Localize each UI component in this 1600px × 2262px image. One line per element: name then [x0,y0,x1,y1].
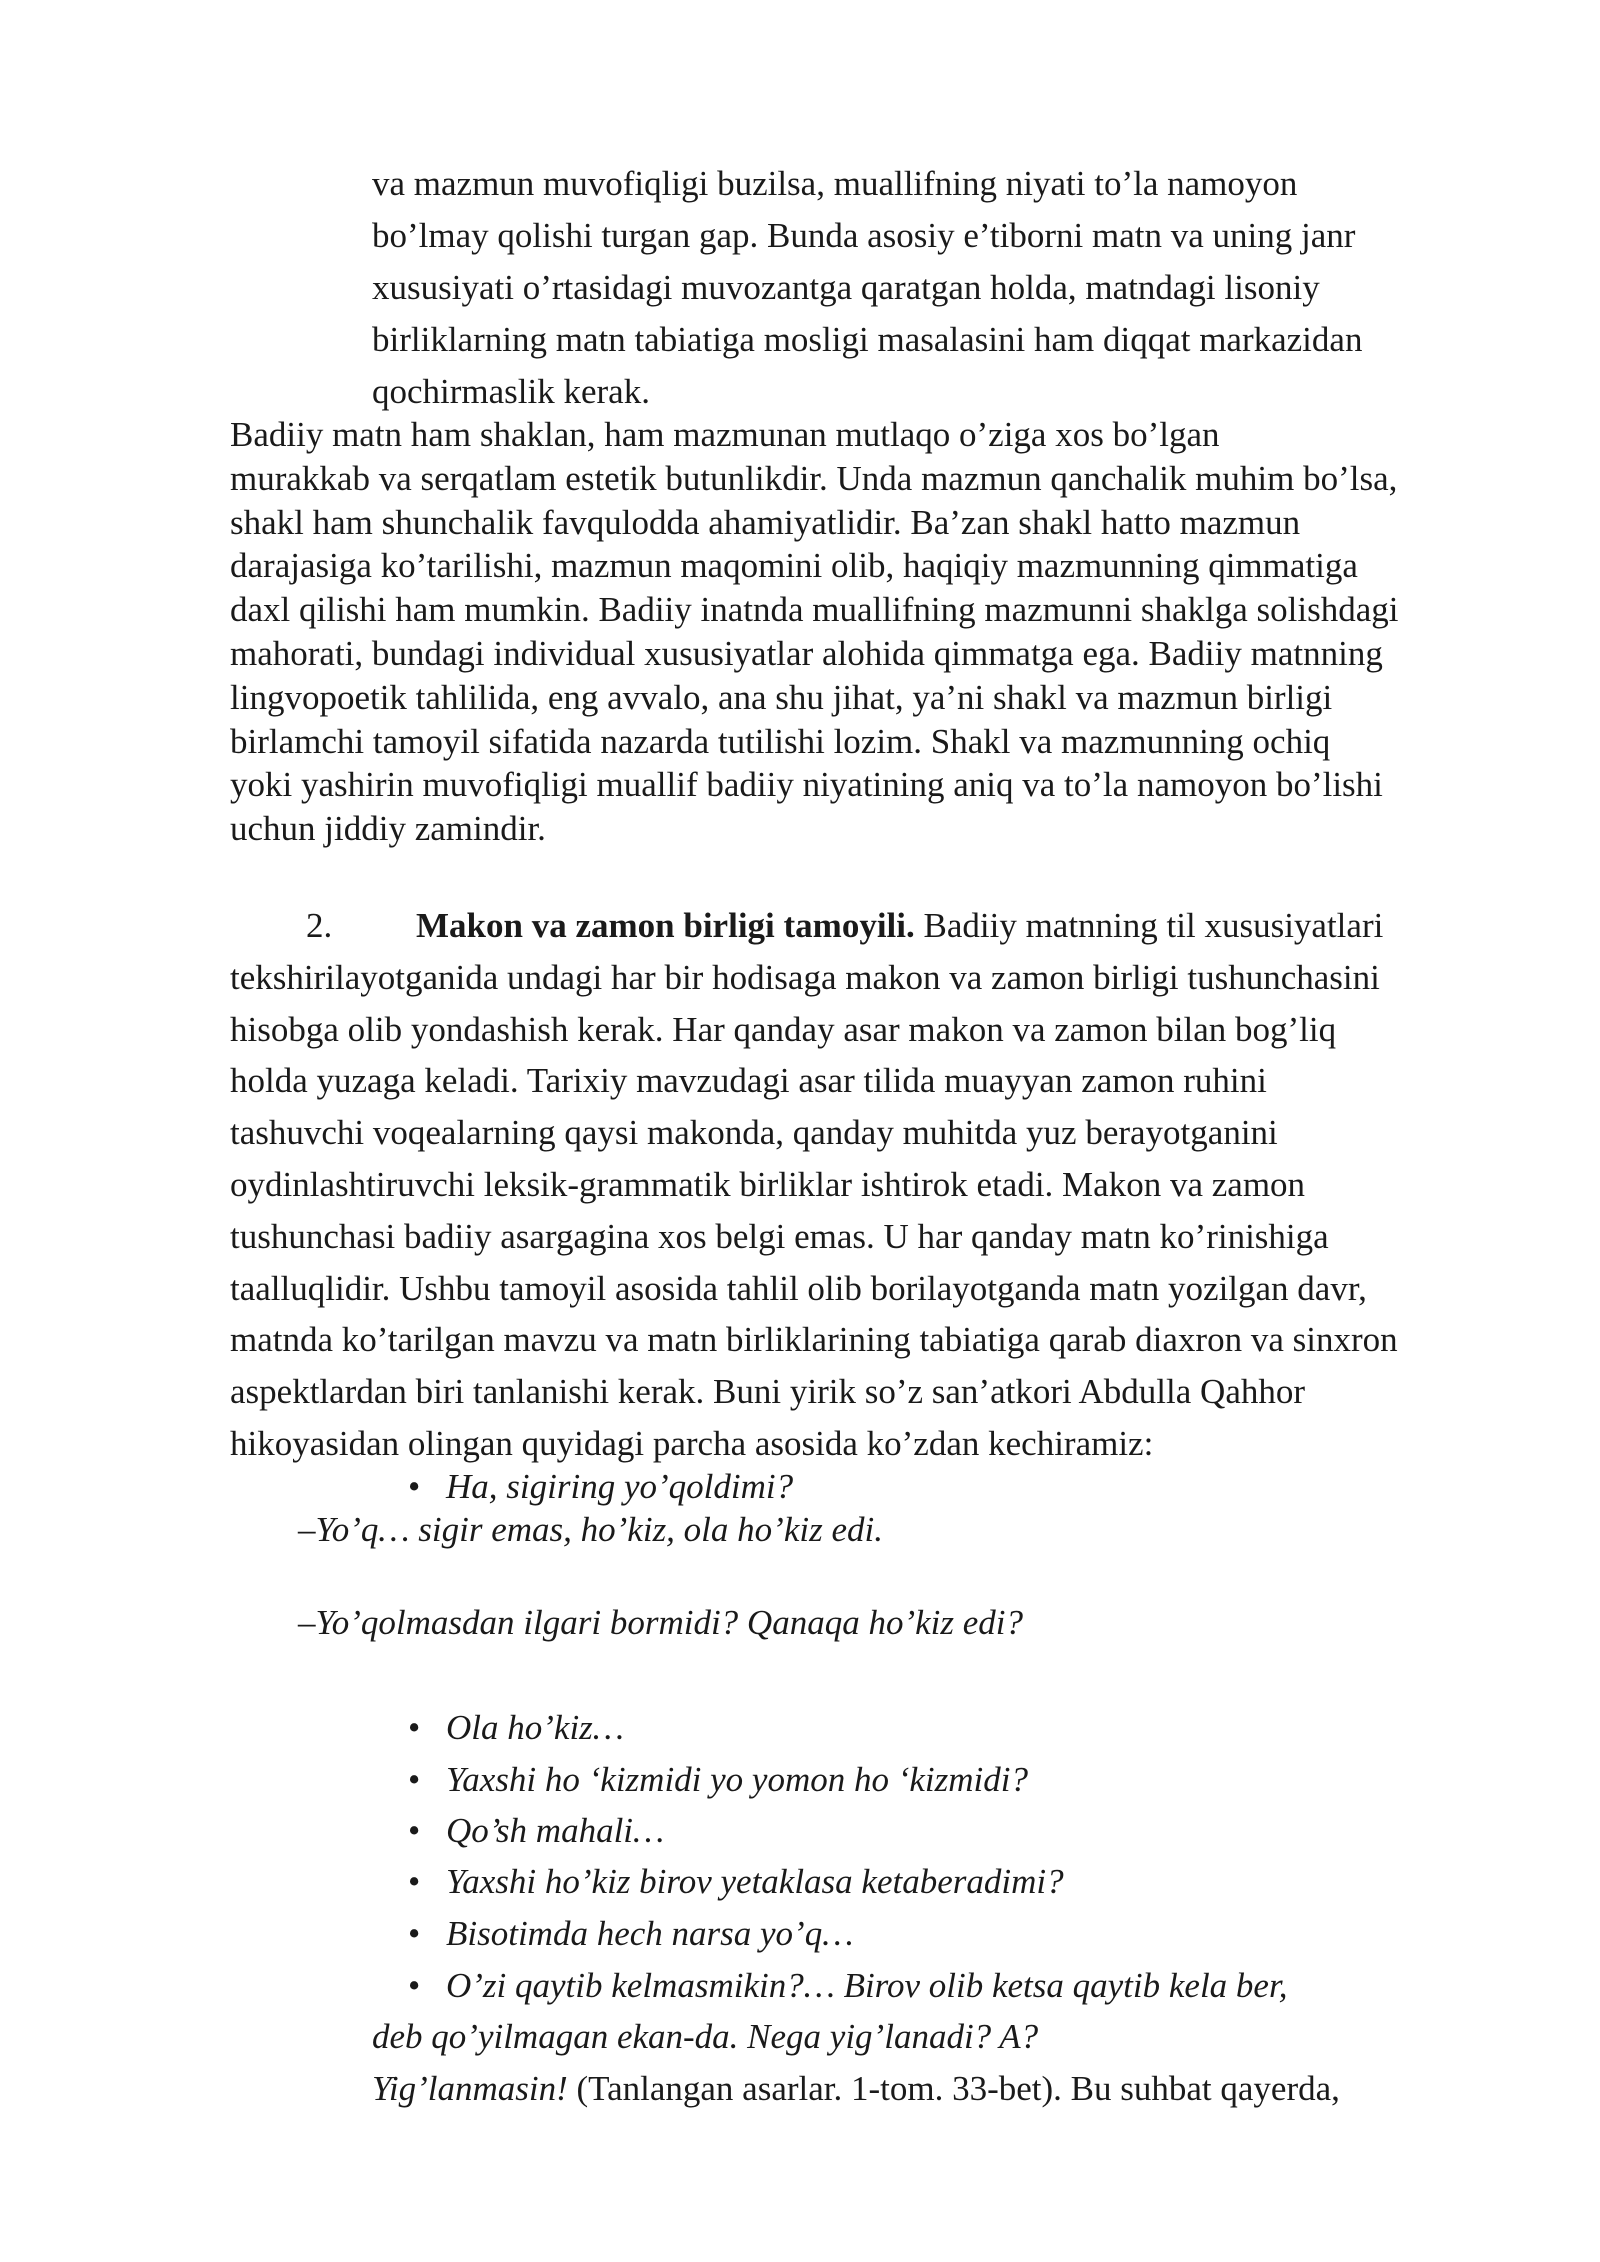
bullet-icon: • [408,1811,421,1850]
section-2-paragraph [230,900,1530,1470]
dialogue-bullet-item [408,1467,794,1507]
dialogue-dash-line: –Yo’q… sigir emas, ho’kiz, ola ho’kiz edi. [298,1510,883,1549]
closing-citation-text: (Tanlangan asarlar. 1-tom. 33-bet). Bu suhbat qayerda, [567,2069,1340,2108]
section-line: oydinlashtiruvchi leksik-grammatik birliklar ishtirok etadi. Makon va zamon [230,1164,1306,1204]
dialogue-line: Ha, sigiring yo’qoldimi? [446,1467,794,1506]
dialogue-line: O’zi qaytib kelmasmikin?… Birov olib ketsa qaytib kela ber, [446,1966,1288,2005]
dialogue-bullet-item [408,1966,1288,2006]
section-line: tushunchasi badiiy asargagina xos belgi emas. U har qanday matn ko’rinishiga [230,1216,1329,1256]
dialogue-continuation: deb qo’yilmagan ekan-da. Nega yig’lanadi? A? [372,2017,1039,2056]
dialogue-bullet-item [408,1811,665,1851]
section-line: tashuvchi voqealarning qaysi makonda, qanday muhitda yuz berayotganini [230,1113,1278,1153]
section-first-line-text: Badiiy matnning til xususiyatlari [914,906,1384,945]
dialogue-bullet-item [408,1914,854,1954]
section-2-first-line: 2. Makon va zamon birligi tamoyili. Badiiy matnning til xususiyatlari [306,906,1384,945]
dialogue-line: Yaxshi ho’kiz birov yetaklasa ketaberadimi? [446,1862,1064,1901]
indented-paragraph: va mazmun muvofiqligi buzilsa, muallifning niyati to’la namoyon bo’lmay qolishi turgan gap. Bunda asosiy e’tiborni matn va uning janr xususiyati o’rtasidagi muvozantga qaratgan holda, matndagi lisoniy birliklarning matn tabiatiga mosligi masalasini ham diqqat markazidan qochirmaslik kerak. [372,164,1363,411]
bullet-icon: • [408,1467,421,1506]
section-line: holda yuzaga keladi. Tarixiy mavzudagi asar tilida muayyan zamon ruhini [230,1061,1267,1101]
section-line: hisobga olib yondashish kerak. Har qanday asar makon va zamon bilan bog’liq [230,1009,1337,1049]
bullet-icon: • [408,1914,421,1953]
section-line: matnda ko’tarilgan mavzu va matn birliklarining tabiatiga qarab diaxron va sinxron [230,1320,1398,1360]
section-line: aspektlardan biri tanlanishi kerak. Buni yirik so’z san’atkori Abdulla Qahhor [230,1372,1306,1412]
dialogue-line: Bisotimda hech narsa yo’q… [446,1914,854,1953]
bullet-icon: • [408,1862,421,1901]
dialogue-line: Qo’sh mahali… [446,1811,665,1850]
bullet-icon: • [408,1966,421,2005]
dialogue-bullet-item [408,1708,624,1748]
dialogue-dash-line: –Yo’qolmasdan ilgari bormidi? Qanaqa ho’kiz edi? [298,1603,1023,1642]
dialogue-line: Ola ho’kiz… [446,1708,624,1747]
section-heading: Makon va zamon birligi tamoyili. [416,906,915,945]
section-line: hikoyasidan olingan quyidagi parcha asosida ko’zdan kechiramiz: [230,1423,1154,1463]
dialogue-bullet-item [408,1760,1028,1800]
paragraph-form-content: Badiiy matn ham shaklan, ham mazmunan mutlaqo o’ziga xos bo’lgan murakkab va serqatlam estetik butunlikdir. Unda mazmun qanchalik muhim bo’lsa, shakl ham shunchalik favqulodda ahamiyatlidir. Ba’zan shakl hatto mazmun darajasiga ko’tarilishi, mazmun maqomini olib, haqiqiy mazmunning qimmatiga daxl qilishi ham mumkin. Badiiy inatnda muallifning mazmunni shaklga solishdagi mahorati, bundagi individual xususiyatlar alohida qimmatga ega. Badiiy matnning lingvopoetik tahlilida, eng avvalo, ana shu jihat, ya’ni shakl va mazmun birligi birlamchi tamoyil sifatida nazarda tutilishi lozim. Shakl va mazmunning ochiq yoki yashirin muvofiqligi muallif badiiy niyatining aniq va to’la namoyon bo’lishi uchun jiddiy zamindir. [230,415,1399,849]
dialogue-line: Yaxshi ho ‘kizmidi yo yomon ho ‘kizmidi? [446,1760,1028,1799]
bullet-icon: • [408,1760,421,1799]
bullet-icon: • [408,1708,421,1747]
dialogue-bullet-item [408,1862,1064,1902]
section-line: tekshirilayotganida undagi har bir hodisaga makon va zamon birligi tushunchasini [230,957,1380,997]
section-line: taalluqlidir. Ushbu tamoyil asosida tahlil olib borilayotganda matn yozilgan davr, [230,1268,1367,1308]
closing-line [372,2069,1340,2109]
closing-italic-text: Yig’lanmasin! [372,2069,568,2108]
